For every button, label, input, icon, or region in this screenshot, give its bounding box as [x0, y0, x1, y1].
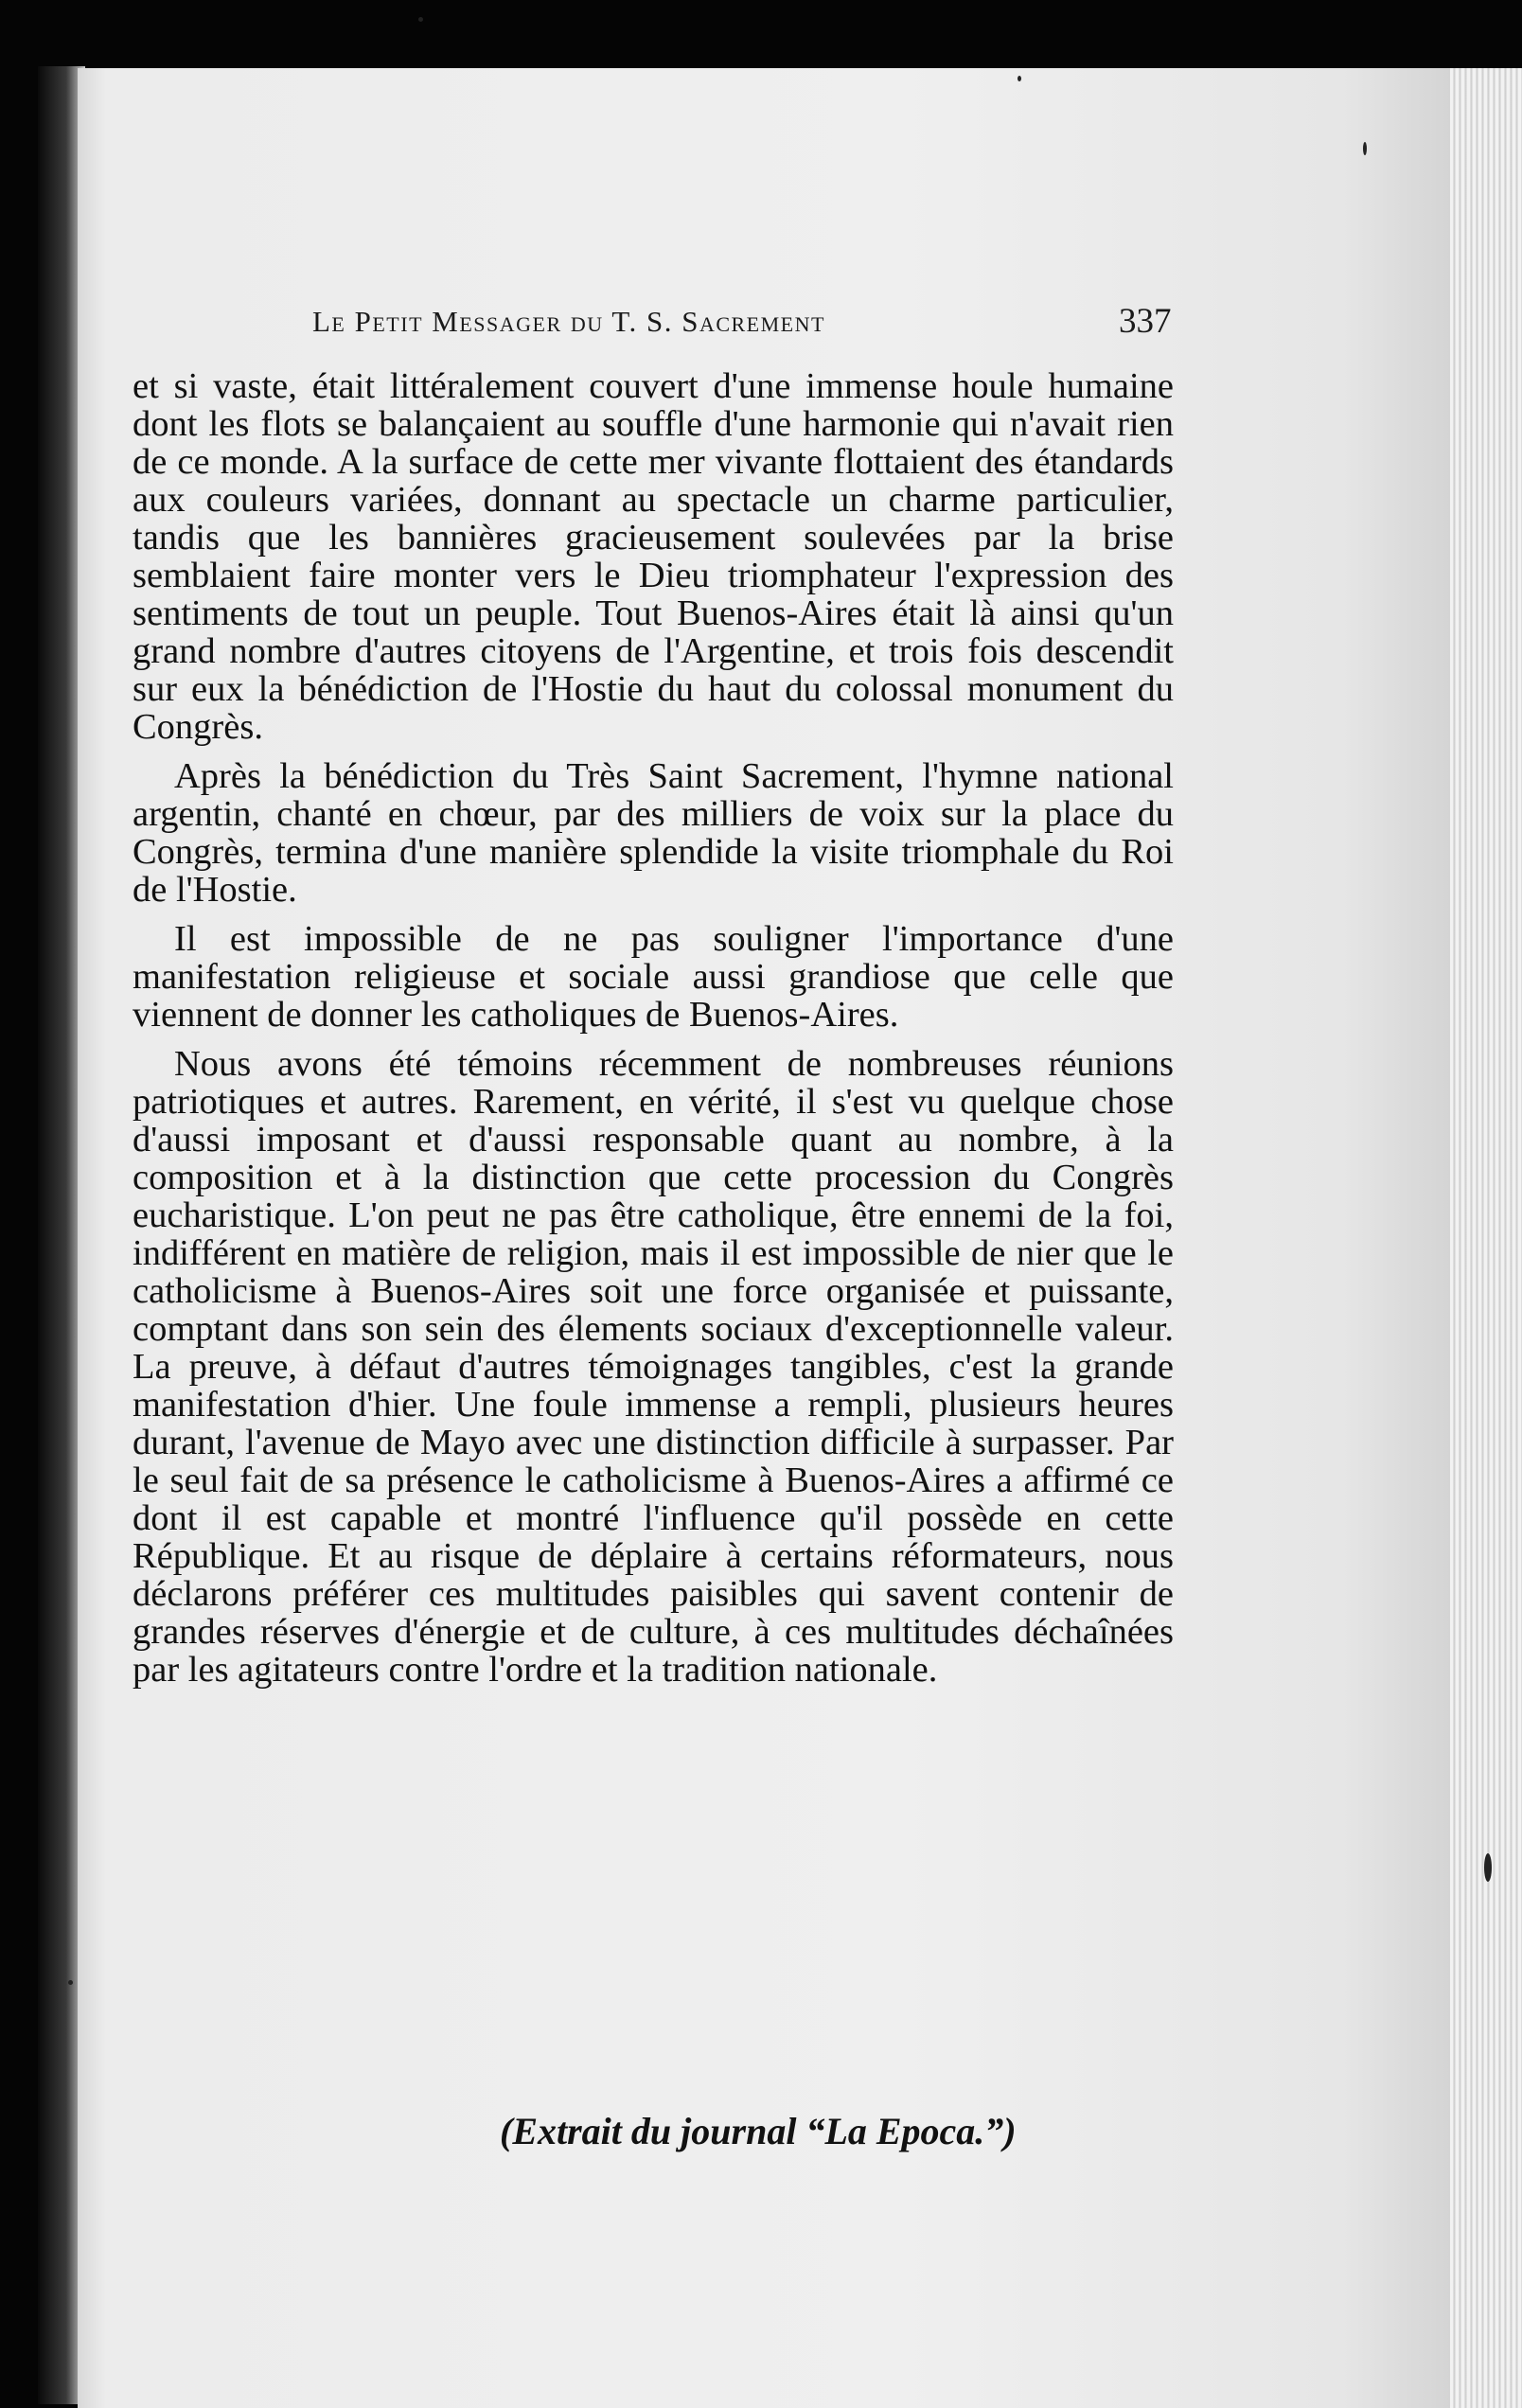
paragraph: Nous avons été témoins récemment de nombreuses réunions patriotiques et autres. Rarement, en vérité, il s'est vu quelque chose d'aussi imposant et d'aussi responsable quant au nombre, à la composition et à la distinction que cette procession du Congrès eucharistique. L'on peut ne pas être catholique, être ennemi de la foi, indifférent en matière de religion, mais il est impossible de nier que le catholicisme à Buenos-Aires soit une force organisée et puissante, comptant dans son sein des élements sociaux d'exceptionnelle valeur. La preuve, à défaut d'autres témoignages tangibles, c'est la grande manifestation d'hier. Une foule immense a rempli, plusieurs heures durant, l'avenue de Mayo avec une distinction difficile à surpasser. Par le seul fait de sa présence le catholicisme à Buenos-Aires a affirmé ce dont il est capable et montré l'influence qu'il possède en cette République. Et au risque de déplaire à certains réformateurs, nous déclarons préférer ces multitudes paisibles qui savent contenir de grandes réserves d'énergie et de culture, à ces multitudes déchaînées par les agitateurs contre l'ordre et la tradition nationale.	[133, 1044, 1174, 1690]
speck	[1018, 76, 1021, 81]
running-header: Le Petit Messager du T. S. Sacrement	[312, 305, 825, 338]
paragraph: et si vaste, était littéralement couvert d'une immense houle humaine dont les flots se balançaient au souffle d'une harmonie qui n'avait rien de ce monde. A la surface de cette mer vivante flottaient des étandards aux couleurs variées, donnant au spectacle un charme particulier, tandis que les bannières gracieusement soulevées par la brise semblaient faire monter vers le Dieu triomphateur l'expression des sentiments de tout un peuple. Tout Buenos-Aires était là ainsi qu'un grand nombre d'autres citoyens de l'Argentine, et trois fois descendit sur eux la bénédiction de l'Hostie du haut du colossal monument du Congrès.	[133, 366, 1174, 747]
paragraph: Après la bénédiction du Très Saint Sacrement, l'hymne national argentin, chanté en chœur, par des milliers de voix sur la place du Congrès, termina d'une manière splendide la visite triomphale du Roi de l'Hostie.	[133, 756, 1174, 910]
speck	[1484, 1853, 1492, 1882]
speck	[1363, 142, 1367, 155]
page-number: 337	[1119, 302, 1172, 341]
speck	[418, 17, 423, 22]
page-edges	[1450, 68, 1522, 2408]
source-attribution: (Extrait du journal “La Epoca.”)	[500, 2110, 1017, 2152]
speck	[68, 1980, 73, 1985]
paragraph: Il est impossible de ne pas souligner l'importance d'une manifestation religieuse et sociale aussi grandiose que celle que viennent de donner les catholiques de Buenos-Aires.	[133, 919, 1174, 1035]
body-text	[133, 367, 1174, 1700]
